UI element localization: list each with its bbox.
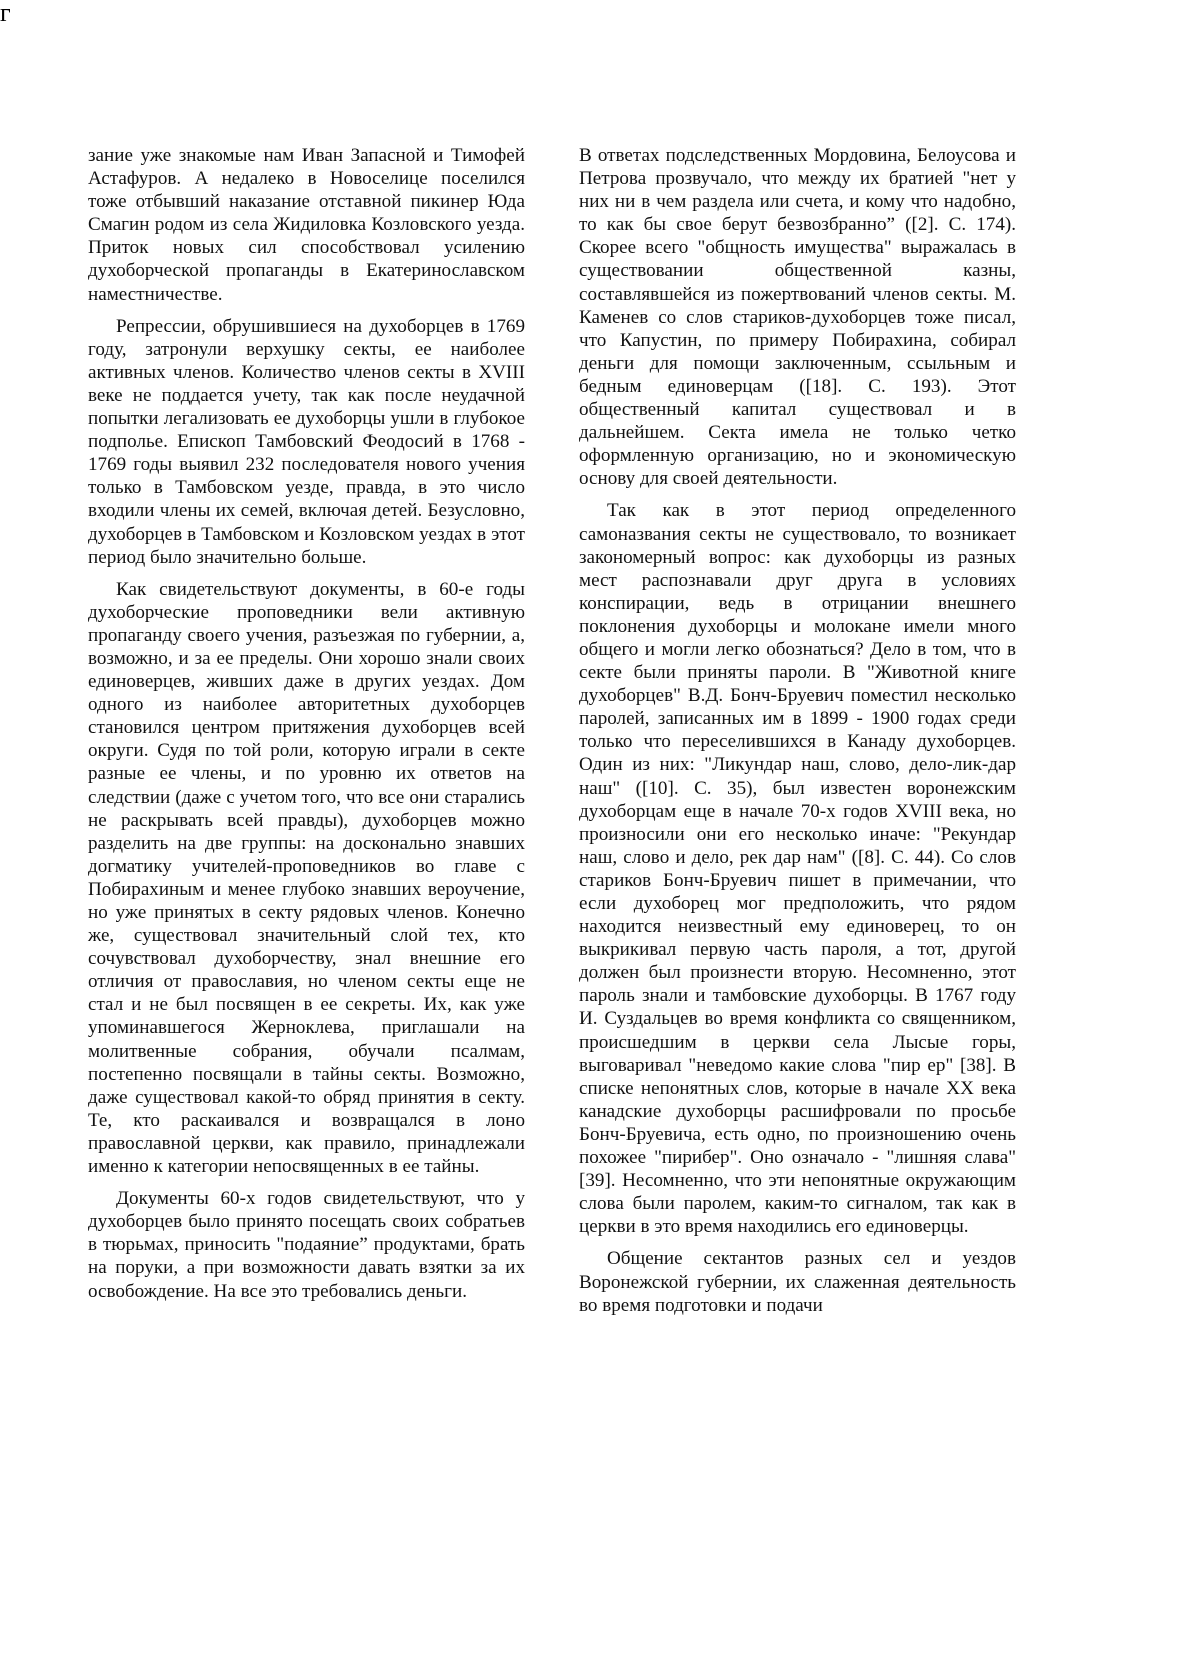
paragraph: В ответах подследственных Мордовина, Белоусова и Петрова прозвучало, что между их братией "нет у них ни в чем раздела или счета, и кому что надобно, то как бы свое берут безвозбранно” ([2]. С. 174). Скорее всего "общность имущества" выражалась в существовании общественной казны, составлявшейся из пожертвований членов секты. М. Каменев со слов стариков-духоборцев тоже писал, что Капустин, по примеру Побирахина, собирал деньги для помощи заключенным, ссыльным и бедным единоверцам ([18]. С. 193). Этот общественный капитал существовал и в дальнейшем. Секта имела не только четко оформленную организацию, но и экономическую основу для своей деятельности. — [579, 145, 1016, 490]
paragraph: Общение сектантов разных сел и уездов Воронежской губернии, их слаженная деятельность во время подготовки и подачи — [579, 1248, 1016, 1316]
corner-mark: г — [0, 0, 11, 27]
paragraph: Так как в этот период определенного самоназвания секты не существовало, то возникает закономерный вопрос: как духоборцы из разных мест распознавали друг друга в условиях конспирации, ведь в отрицании внешнего поклонения духоборцы и молокане имели много общего и могли легко обознаться? Дело в том, что в секте были приняты пароли. В "Животной книге духоборцев" В.Д. Бонч-Бруевич поместил несколько паролей, записанных им в 1899 - 1900 годах среди только что переселившихся в Канаду духоборцев. Один из них: "Ликундар наш, слово, дело-лик-дар наш" ([10]. С. 35), был известен воронежским духоборцам еще в начале 70-х годов XVIII века, но произносили они его несколько иначе: "Рекундар наш, слово и дело, рек дар нам" ([8]. С. 44). Со слов стариков Бонч-Бруевич пишет в примечании, что если духоборец мог предположить, что рядом находится неизвестный ему единоверец, то он выкрикивал первую часть пароля, а тот, другой должен был произнести вторую. Несомненно, этот пароль знали и тамбовские духоборцы. В 1767 году И. Суздальцев во время конфликта со священником, происшедшим в церкви села Лысые горы, выговаривал "неведомо какие слова "пир ер" [38]. В списке непонятных слов, которые в начале XX века канадские духоборцы расшифровали по просьбе Бонч-Бруевича, есть одно, по произношению очень похожее "пирибер". Оно означало - "лишняя слава" [39]. Несомненно, что эти непонятные окружающим слова были паролем, каким-то сигналом, так как в церкви в это время находились его единоверцы. — [579, 500, 1016, 1238]
document-page — [88, 144, 1018, 1564]
left-column — [88, 144, 525, 1312]
paragraph: Как свидетельствуют документы, в 60-е годы духоборческие проповедники вели активную пропаганду своего учения, разъезжая по губернии, а, возможно, и за ее пределы. Они хорошо знали своих единоверцев, живших даже в других уездах. Дом одного из наиболее авторитетных духоборцев становился центром притяжения духоборцев всей округи. Судя по той роли, которую играли в секте разные ее члены, и по уровню их ответов на следствии (даже с учетом того, что все они старались не раскрывать всей правды), духоборцев можно разделить на две группы: на досконально знавших догматику учителей-проповедников во главе с Побирахиным и менее глубоко знавших вероучение, но уже принятых в секту рядовых членов. Конечно же, существовал значительный слой тех, кто сочувствовал духоборчеству, знал внешние его отличия от православия, но членом секты еще не стал и не был посвящен в ее секреты. Их, как уже упоминавшегося Жерноклева, приглашали на молитвенные собрания, обучали псалмам, постепенно посвящали в тайны секты. Возможно, даже существовал какой-то обряд принятия в секту. Те, кто раскаивался и возвращался в лоно православной церкви, как правило, принадлежали именно к категории непосвященных в ее тайны. — [88, 578, 525, 1178]
right-column — [579, 144, 1016, 1326]
paragraph: Репрессии, обрушившиеся на духоборцев в 1769 году, затронули верхушку секты, ее наиболее активных членов. Количество членов секты в XVIII веке не поддается учету, так как после неудачной попытки легализовать ее духоборцы ушли в глубокое подполье. Епископ Тамбовский Феодосий в 1768 - 1769 годы выявил 232 последователя нового учения только в Тамбовском уезде, правда, в это число входили члены их семей, включая детей. Безусловно, духоборцев в Тамбовском и Козловском уездах в этот период было значительно больше. — [88, 315, 525, 568]
paragraph: Документы 60-х годов свидетельствуют, что у духоборцев было принято посещать своих собратьев в тюрьмах, приносить "подаяние” продуктами, брать на поруки, а при возможности давать взятки за их освобождение. На все это требовались деньги. — [88, 1188, 525, 1302]
paragraph: зание уже знакомые нам Иван Запасной и Тимофей Астафуров. А недалеко в Новоселице поселился тоже отбывший наказание отставной пикинер Юда Смагин родом из села Жидиловка Козловского уезда. Приток новых сил способствовал усилению духоборческой пропаганды в Екатеринославском наместничестве. — [88, 145, 525, 305]
